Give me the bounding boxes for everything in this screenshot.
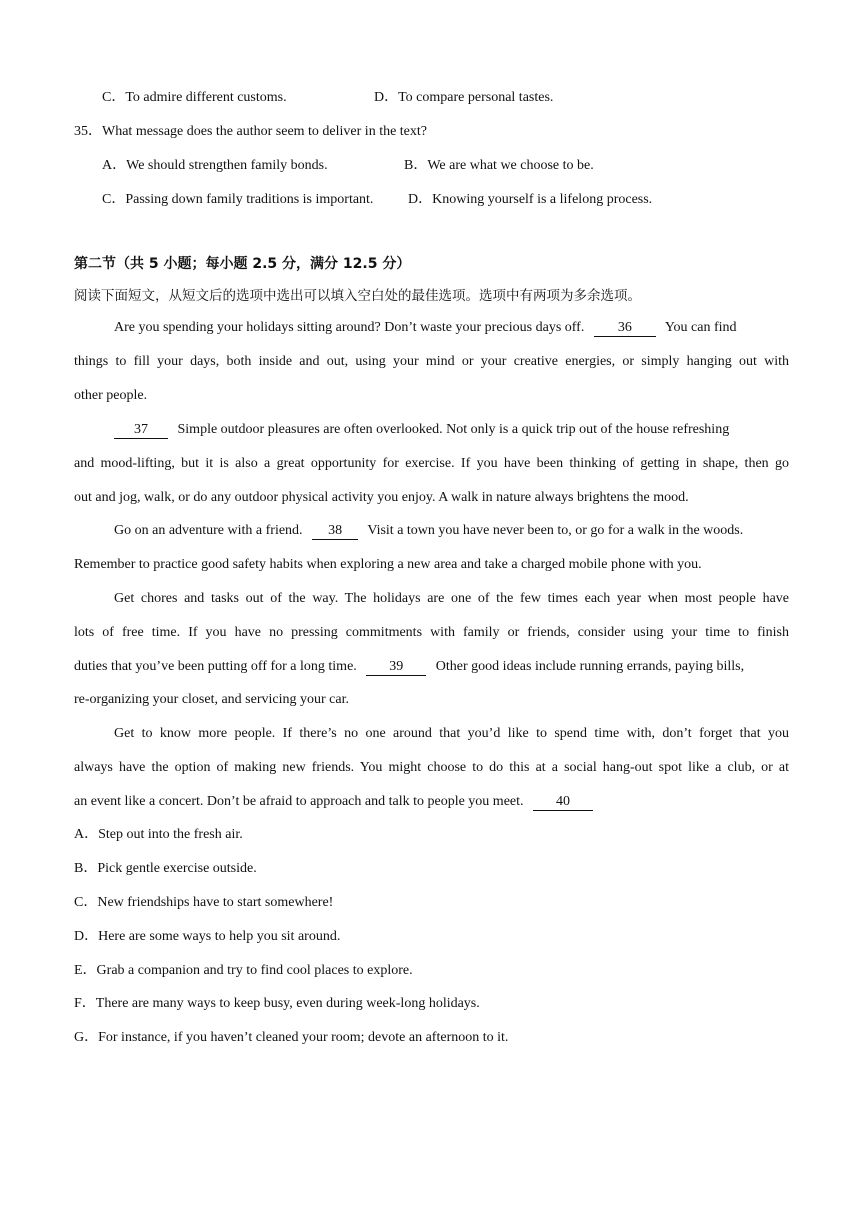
passage-p1-line2: things to fill your days, both inside and out, using your mind or your creative energies, or simply hanging out with xyxy=(74,354,789,369)
q34-option-c: C．To admire different customs. xyxy=(102,90,287,105)
passage-p4-line1: Get chores and tasks out of the way. The holidays are one of the few times each year when most people have xyxy=(114,591,789,606)
q35-question: 35．What message does the author seem to deliver in the text? xyxy=(74,124,428,139)
q35-option-d: D．Knowing yourself is a lifelong process. xyxy=(408,192,653,207)
passage-p1-line3: other people. xyxy=(74,388,148,403)
passage-p5-line2: always have the option of making new friends. You might choose to do this at a social hang-out spot like a club, or at xyxy=(74,760,789,775)
choice-e: E．Grab a companion and try to find cool places to explore. xyxy=(74,963,413,978)
blank-36: 36 xyxy=(594,320,656,337)
blank-40: 40 xyxy=(533,794,593,811)
passage-p4-line3 xyxy=(74,657,744,677)
q35-option-c: C．Passing down family traditions is important. xyxy=(102,192,374,207)
passage-text: Other good ideas include running errands, paying bills, xyxy=(435,659,745,674)
passage-p5-line3 xyxy=(74,792,593,812)
blank-38: 38 xyxy=(312,523,358,540)
choice-a: A．Step out into the fresh air. xyxy=(74,827,243,842)
passage-p4-line2: lots of free time. If you have no pressing commitments with family or friends, consider using your time to finish xyxy=(74,625,789,640)
section-instruction: 阅读下面短文，从短文后的选项中选出可以填入空白处的最佳选项。选项中有两项为多余选项。 xyxy=(74,288,641,304)
passage-p2-line1 xyxy=(114,420,729,440)
passage-text: Visit a town you have never been to, or go for a walk in the woods. xyxy=(367,523,744,538)
section-heading: 第二节（共 5 小题；每小题 2.5 分，满分 12.5 分） xyxy=(74,256,411,272)
passage-text: Simple outdoor pleasures are often overlooked. Not only is a quick trip out of the house refreshing xyxy=(177,422,730,437)
passage-p3-line1 xyxy=(114,521,743,541)
passage-text: Go on an adventure with a friend. xyxy=(114,523,303,538)
blank-39: 39 xyxy=(366,659,426,676)
choice-g: G．For instance, if you haven’t cleaned your room; devote an afternoon to it. xyxy=(74,1030,509,1045)
choice-b: B．Pick gentle exercise outside. xyxy=(74,861,257,876)
choice-c: C．New friendships have to start somewhere! xyxy=(74,895,334,910)
q34-option-d: D．To compare personal tastes. xyxy=(374,90,554,105)
q35-option-a: A．We should strengthen family bonds. xyxy=(102,158,328,173)
blank-37: 37 xyxy=(114,422,168,439)
passage-text: You can find xyxy=(664,320,737,335)
passage-text: duties that you’ve been putting off for a long time. xyxy=(74,659,357,674)
passage-p3-line2: Remember to practice good safety habits when exploring a new area and take a charged mobile phone with you. xyxy=(74,557,702,572)
passage-p1-line1 xyxy=(114,318,737,338)
choice-d: D．Here are some ways to help you sit around. xyxy=(74,929,341,944)
q35-option-b: B．We are what we choose to be. xyxy=(404,158,594,173)
passage-p2-line2: and mood-lifting, but it is also a great opportunity for exercise. If you have been thinking of getting in shape, then go xyxy=(74,456,789,471)
choice-f: F．There are many ways to keep busy, even during week-long holidays. xyxy=(74,996,480,1011)
passage-text: an event like a concert. Don’t be afraid to approach and talk to people you meet. xyxy=(74,794,524,809)
passage-p4-line4: re-organizing your closet, and servicing your car. xyxy=(74,692,349,707)
passage-p5-line1: Get to know more people. If there’s no one around that you’d like to spend time with, don’t forget that you xyxy=(114,726,789,741)
passage-text: Are you spending your holidays sitting around? Don’t waste your precious days off. xyxy=(114,320,585,335)
passage-p2-line3: out and jog, walk, or do any outdoor physical activity you enjoy. A walk in nature always brightens the mood. xyxy=(74,490,689,505)
